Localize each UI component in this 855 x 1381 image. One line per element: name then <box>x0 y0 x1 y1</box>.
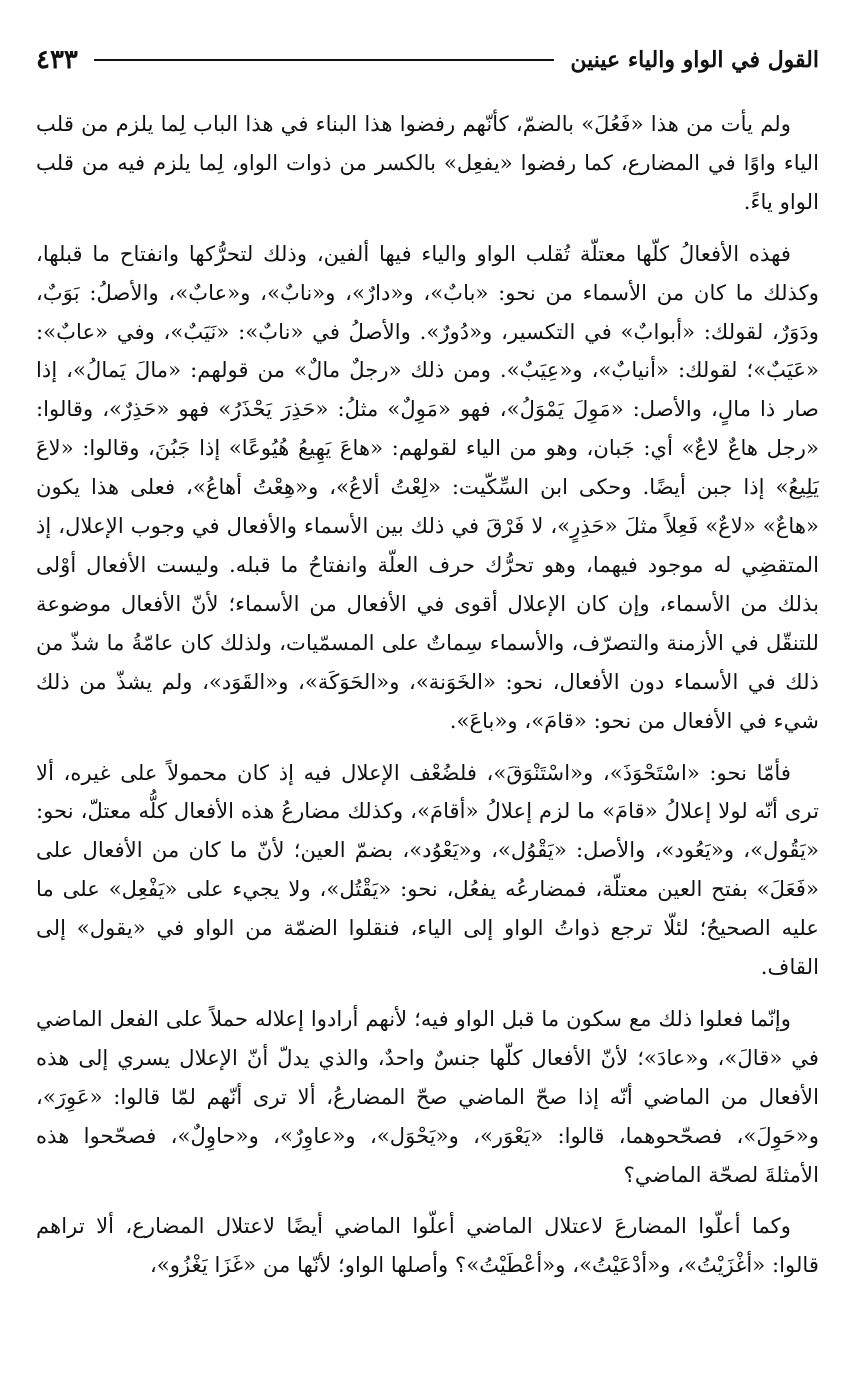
running-header <box>36 40 819 80</box>
paragraph: وكما أعلّوا المضارعَ لاعتلال الماضي أعلّوا الماضي أيضًا لاعتلال المضارع، ألا تراهم قالوا: «أغْزَيْتُ»، و«أدْعَيْتُ»، و«أعْطَيْتُ»؟ وأصلها الواو؛ لأنّها من «غَزَا يَغْزُو»، <box>36 1213 819 1278</box>
page-number: ٤٣٣ <box>36 45 78 75</box>
page-body <box>36 105 819 1341</box>
paragraph: فأمّا نحو: «اسْتَحْوَذَ»، و«اسْتَنْوَقَ»، فلضُعْف الإعلال فيه إذ كان محمولاً على غيره، ألا ترى أنّه لولا إعلالُ «قامَ» ما لزم إعلالُ «أقامَ»، وكذلك مضارعُ هذه الأفعال كلُّه معتلّ، نحو: «يَقُول»، و«يَعُود»، والأصل: «يَقْوُل»، و«يَعْوُد»، بضمّ العين؛ لأنّ ما كان من الأفعال على «فَعَلَ» بفتح العين معتلّة، فمضارعُه يفعُل، نحو: «يَقْتُل»، ولا يجيء على «يَفْعِل» على ما عليه الصحيحُ؛ لئلّا ترجع ذواتُ الواو إلى الياء، فنقلوا الضمّة من الواو في «يقول» إلى القاف. <box>36 759 819 980</box>
paragraph: وإنّما فعلوا ذلك مع سكون ما قبل الواو فيه؛ لأنهم أرادوا إعلاله حملاً على الفعل الماضي في «قالَ»، و«عادَ»؛ لأنّ الأفعال كلّها جنسٌ واحدٌ، والذي يدلّ أنّ الإعلال يسري إلى هذه الأفعال من الماضي أنّه إذا صحّ الماضي صحّ المضارعُ، ألا ترى أنّهم لمّا قالوا: «عَوِرَ»، و«حَوِلَ»، فصحّحوهما، قالوا: «يَعْوَر»، و«يَحْوَل»، و«عاوِرٌ»، و«حاوِلٌ»، فصحّحوا هذه الأمثلةَ لصحّة الماضي؟ <box>36 1005 819 1187</box>
paragraph: ولم يأت من هذا «فَعُلَ» بالضمّ، كأنّهم رفضوا هذا البناء في هذا الباب لِما يلزم من قلب الياء واوًا في المضارع، كما رفضوا «يفعِل» بالكسر من ذوات الواو، لِما يلزم فيه من قلب الواو ياءً. <box>36 111 819 214</box>
header-rule <box>94 59 554 61</box>
paragraph: فهذه الأفعالُ كلّها معتلّة تُقلب الواو والياء فيها ألفين، وذلك لتحرُّكها وانفتاح ما قبلها، وكذلك ما كان من الأسماء من نحو: «بابٌ»، و«دارٌ»، و«نابٌ»، و«عابٌ»، والأصلُ: بَوَبٌ، ودَوَرٌ، لقولك: «أبوابٌ» في التكسير، و«دُورٌ». والأصلُ في «نابٌ»: «نَيَبٌ»، وفي «عابٌ»: «عَيَبٌ»؛ لقولك: «أنيابٌ»، و«عِيَبٌ». ومن ذلك «رجلٌ مالٌ» من قولهم: «مالَ يَمالُ»، إذا صار ذا مالٍ، والأصل: «مَوِلَ يَمْوَلُ»، فهو «مَوِلٌ» مثلُ: «حَذِرَ يَحْذَرُ» فهو «حَذِرٌ»، وقالوا: «رجل هاعٌ لاعٌ» أي: جَبان، وهو من الياء لقولهم: «هاعَ يَهِيعُ هُيُوعًا» إذا جَبُنَ، وقالوا: «لاعَ يَلِيعُ» إذا جبن أيضًا. وحكى ابن السِّكّيت: «لِعْتُ ألاعُ»، و«هِعْتُ أهاعُ»، فعلى هذا يكون «هاعٌ» «لاعٌ» فَعِلاً مثلَ «حَذِرٍ»، لا فَرْقَ في ذلك بين الأسماء والأفعال في وجوب الإعلال، إذ المتقضِي له موجود فيهما، وهو تحرُّك حرف العلّة وانفتاحُ ما قبله. وليست الأفعال أوْلى بذلك من الأسماء، وإن كان الإعلال أقوى في الأفعال من الأسماء؛ لأنّ الأفعال موضوعة للتنقّل في الأزمنة والتصرّف، والأسماء سِماتٌ على المسمّيات، ولذلك كان عامّةُ ما شذّ من ذلك في الأسماء دون الأفعال، نحو: «الخَوَنة»، و«الحَوَكَة»، و«القَوَد»، ولم يشذّ من ذلك شيء في الأفعال من نحو: «قامَ»، و«باعَ». <box>36 240 819 733</box>
running-title: القول في الواو والياء عينين <box>570 47 819 73</box>
